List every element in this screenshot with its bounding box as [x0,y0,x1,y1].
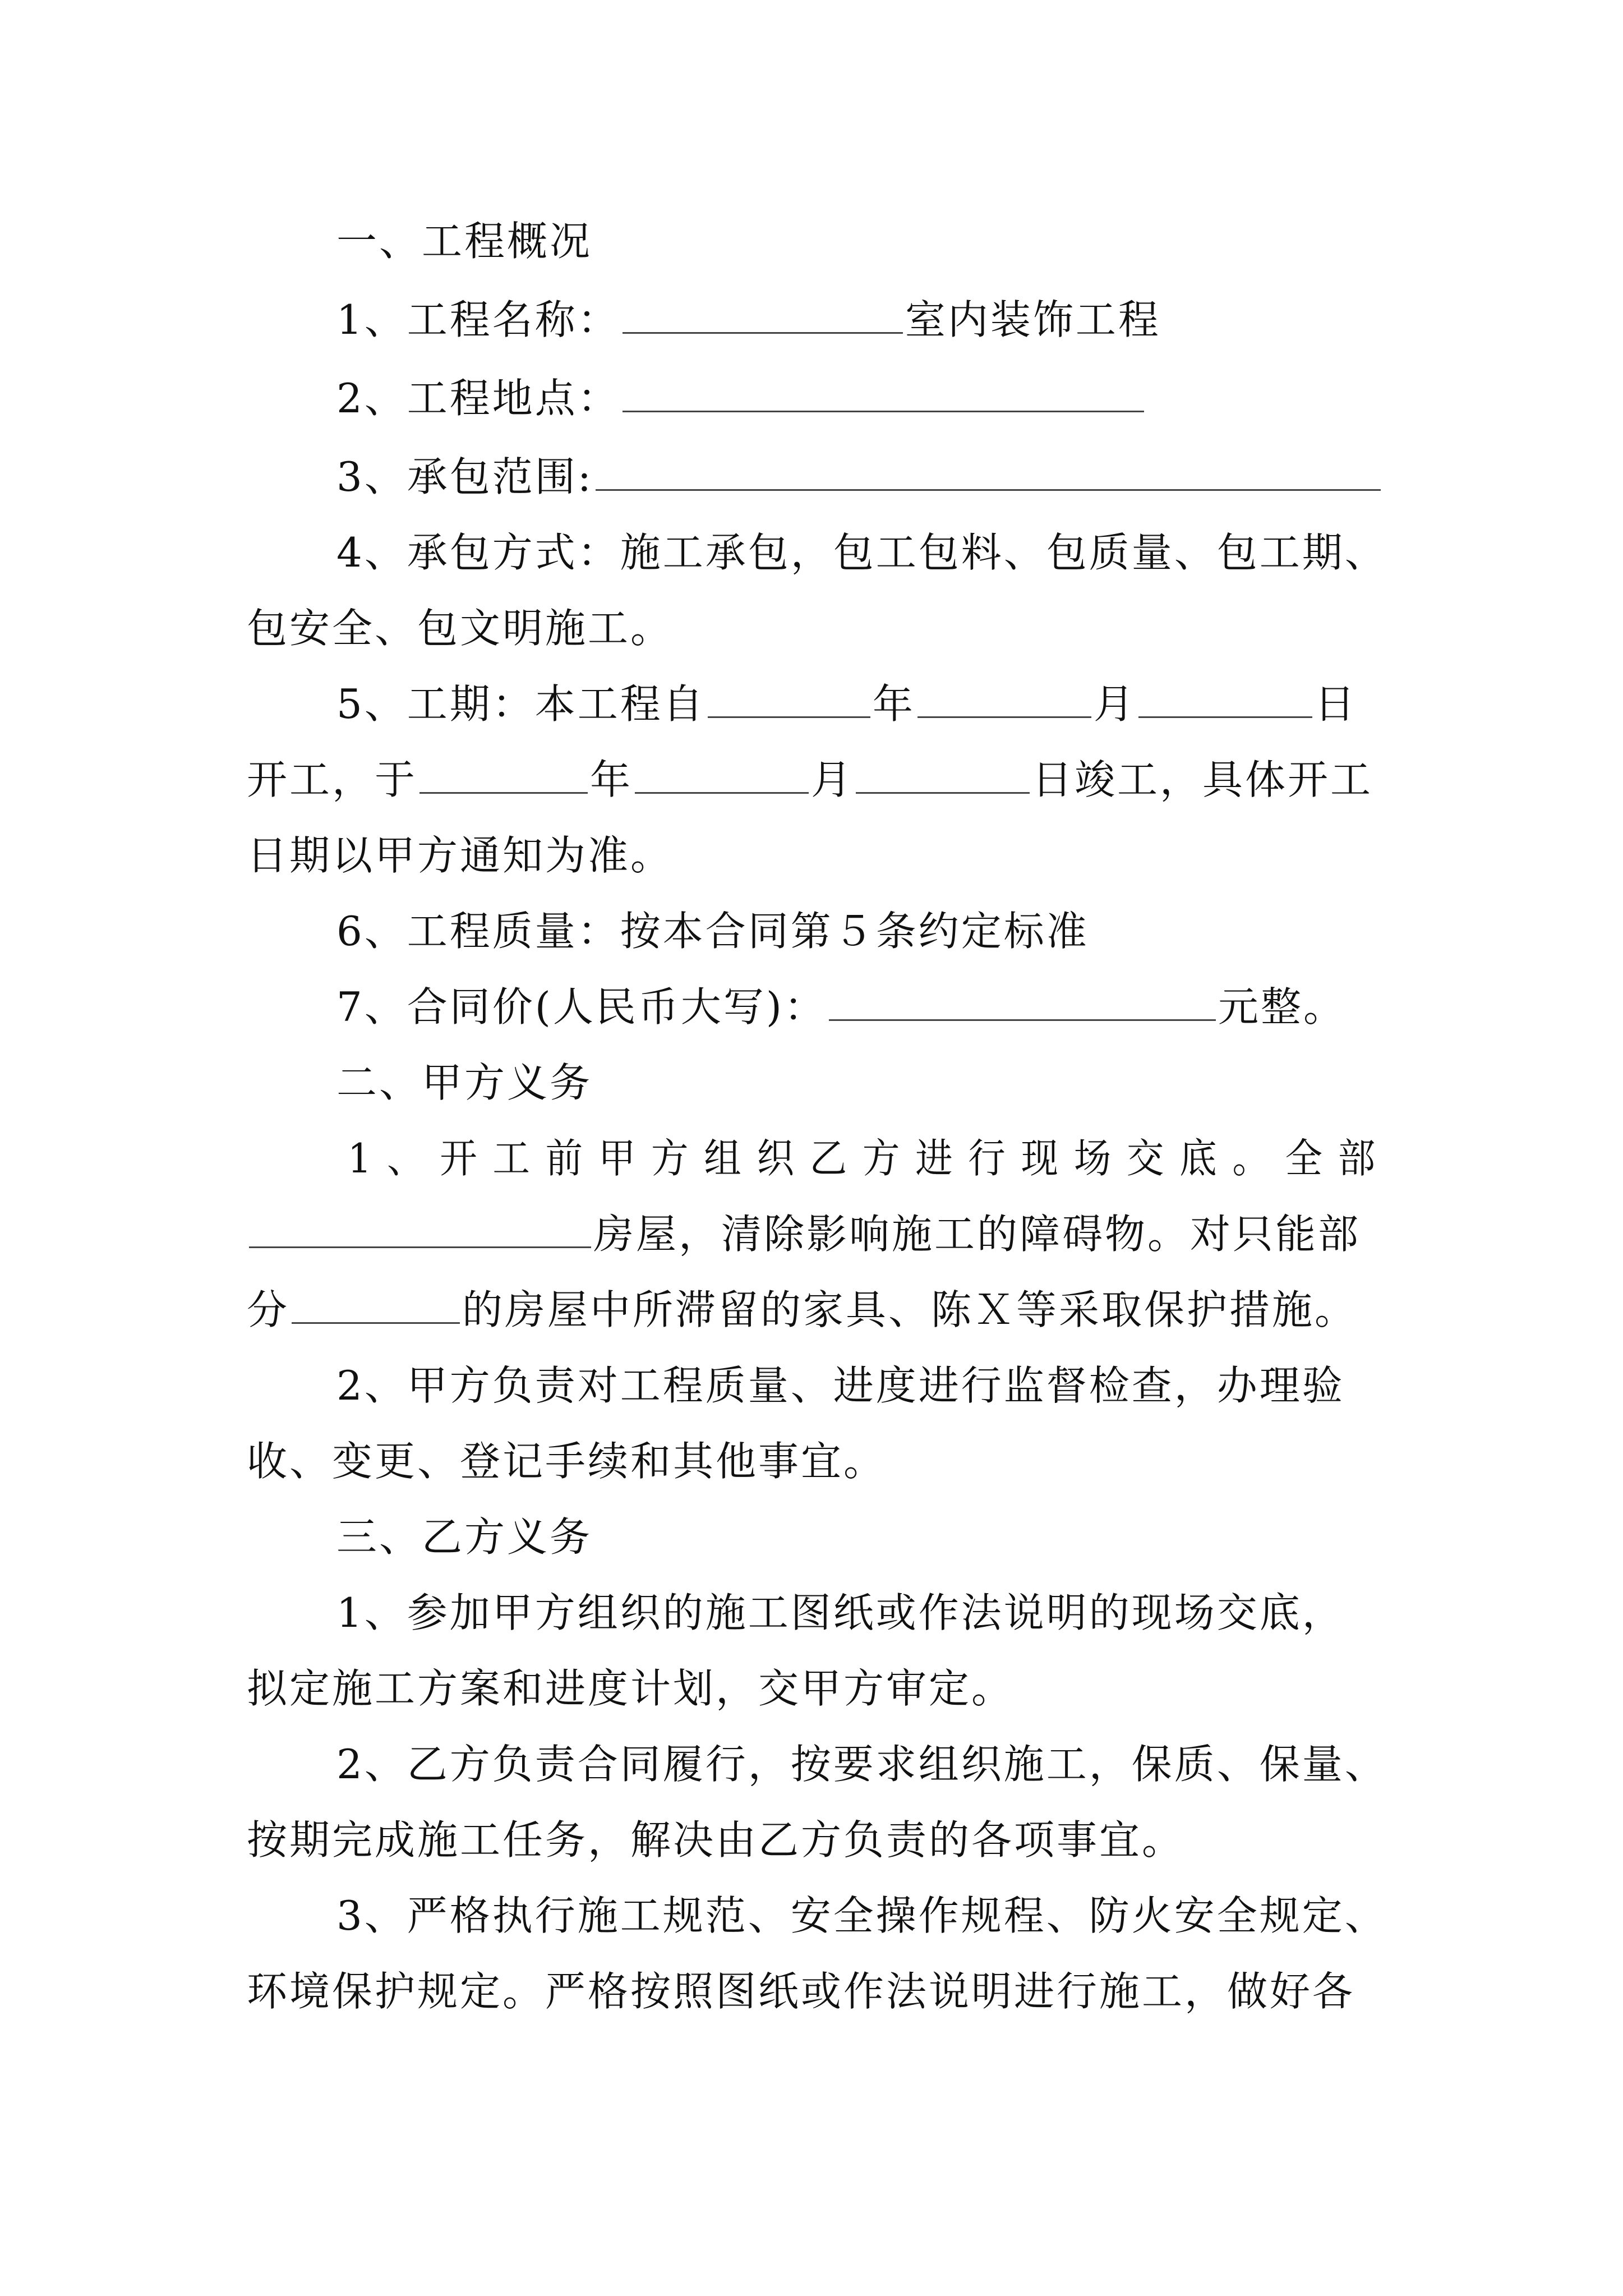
blank-line [596,453,1381,491]
section-heading-3: 三、乙方义务 [336,1513,593,1561]
item-quality: 6、工程质量：按本合同第５条约定标准 [336,908,1089,955]
party-a-item-1-cont-2: 分 的房屋中所滞留的家具、陈Ｘ等采取保护措施。 [247,1286,1358,1333]
blank-line [829,983,1216,1021]
item-schedule: 5、工期：本工程自 年 月 日 [336,680,1357,728]
blank-line [917,680,1091,718]
party-b-item-2-cont: 按期完成施工任务，解决由乙方负责的各项事宜。 [247,1816,1185,1864]
blank-line [419,756,588,794]
item-project-location: 2、工程地点： [336,373,1146,424]
item-contract-scope: 3、承包范围: [336,452,1383,502]
party-b-item-1: 1、参加甲方组织的施工图纸或作法说明的现场交底， [336,1589,1345,1636]
section-heading-2: 二、甲方义务 [336,1059,593,1106]
party-a-item-1-cont: 房屋，清除影响施工的障碍物。对只能部 [247,1209,1361,1259]
blank-line [635,756,809,794]
item-schedule-cont-2: 日期以甲方通知为准。 [247,832,674,879]
item-contract-method: 4、承包方式：施工承包，包工包料、包质量、包工期、 [336,529,1387,576]
blank-line [856,756,1030,794]
blank-line [292,1286,460,1324]
item-contract-method-cont: 包安全、包文明施工。 [247,605,674,652]
blank-line [249,1211,591,1248]
section-heading-1: 一、工程概况 [336,218,593,265]
item-contract-price: 7、合同价(人民币大写)： 元整。 [336,983,1347,1030]
item-project-name: 1、工程名称： 室内装饰工程 [336,296,1161,343]
party-b-item-1-cont: 拟定施工方案和进度计划，交甲方审定。 [247,1665,1015,1712]
item-schedule-cont: 开工，于 年 月 日竣工，具体开工 [247,756,1373,803]
party-a-item-2: 2、甲方负责对工程质量、进度进行监督检查，办理验 [336,1362,1345,1409]
party-a-item-1: 1、开工前甲方组织乙方进行现场交底。全部 [348,1135,1391,1182]
blank-line [708,680,870,718]
blank-line [623,375,1144,412]
party-b-item-3-cont: 环境保护规定。严格按照图纸或作法说明进行施工，做好各 [247,1968,1355,2015]
blank-line [1138,680,1312,718]
party-a-item-2-cont: 收、变更、登记手续和其他事宜。 [247,1438,887,1485]
blank-line [623,296,903,334]
party-b-item-3: 3、严格执行施工规范、安全操作规程、防火安全规定、 [336,1892,1387,1939]
party-b-item-2: 2、乙方负责合同履行，按要求组织施工，保质、保量、 [336,1741,1387,1788]
